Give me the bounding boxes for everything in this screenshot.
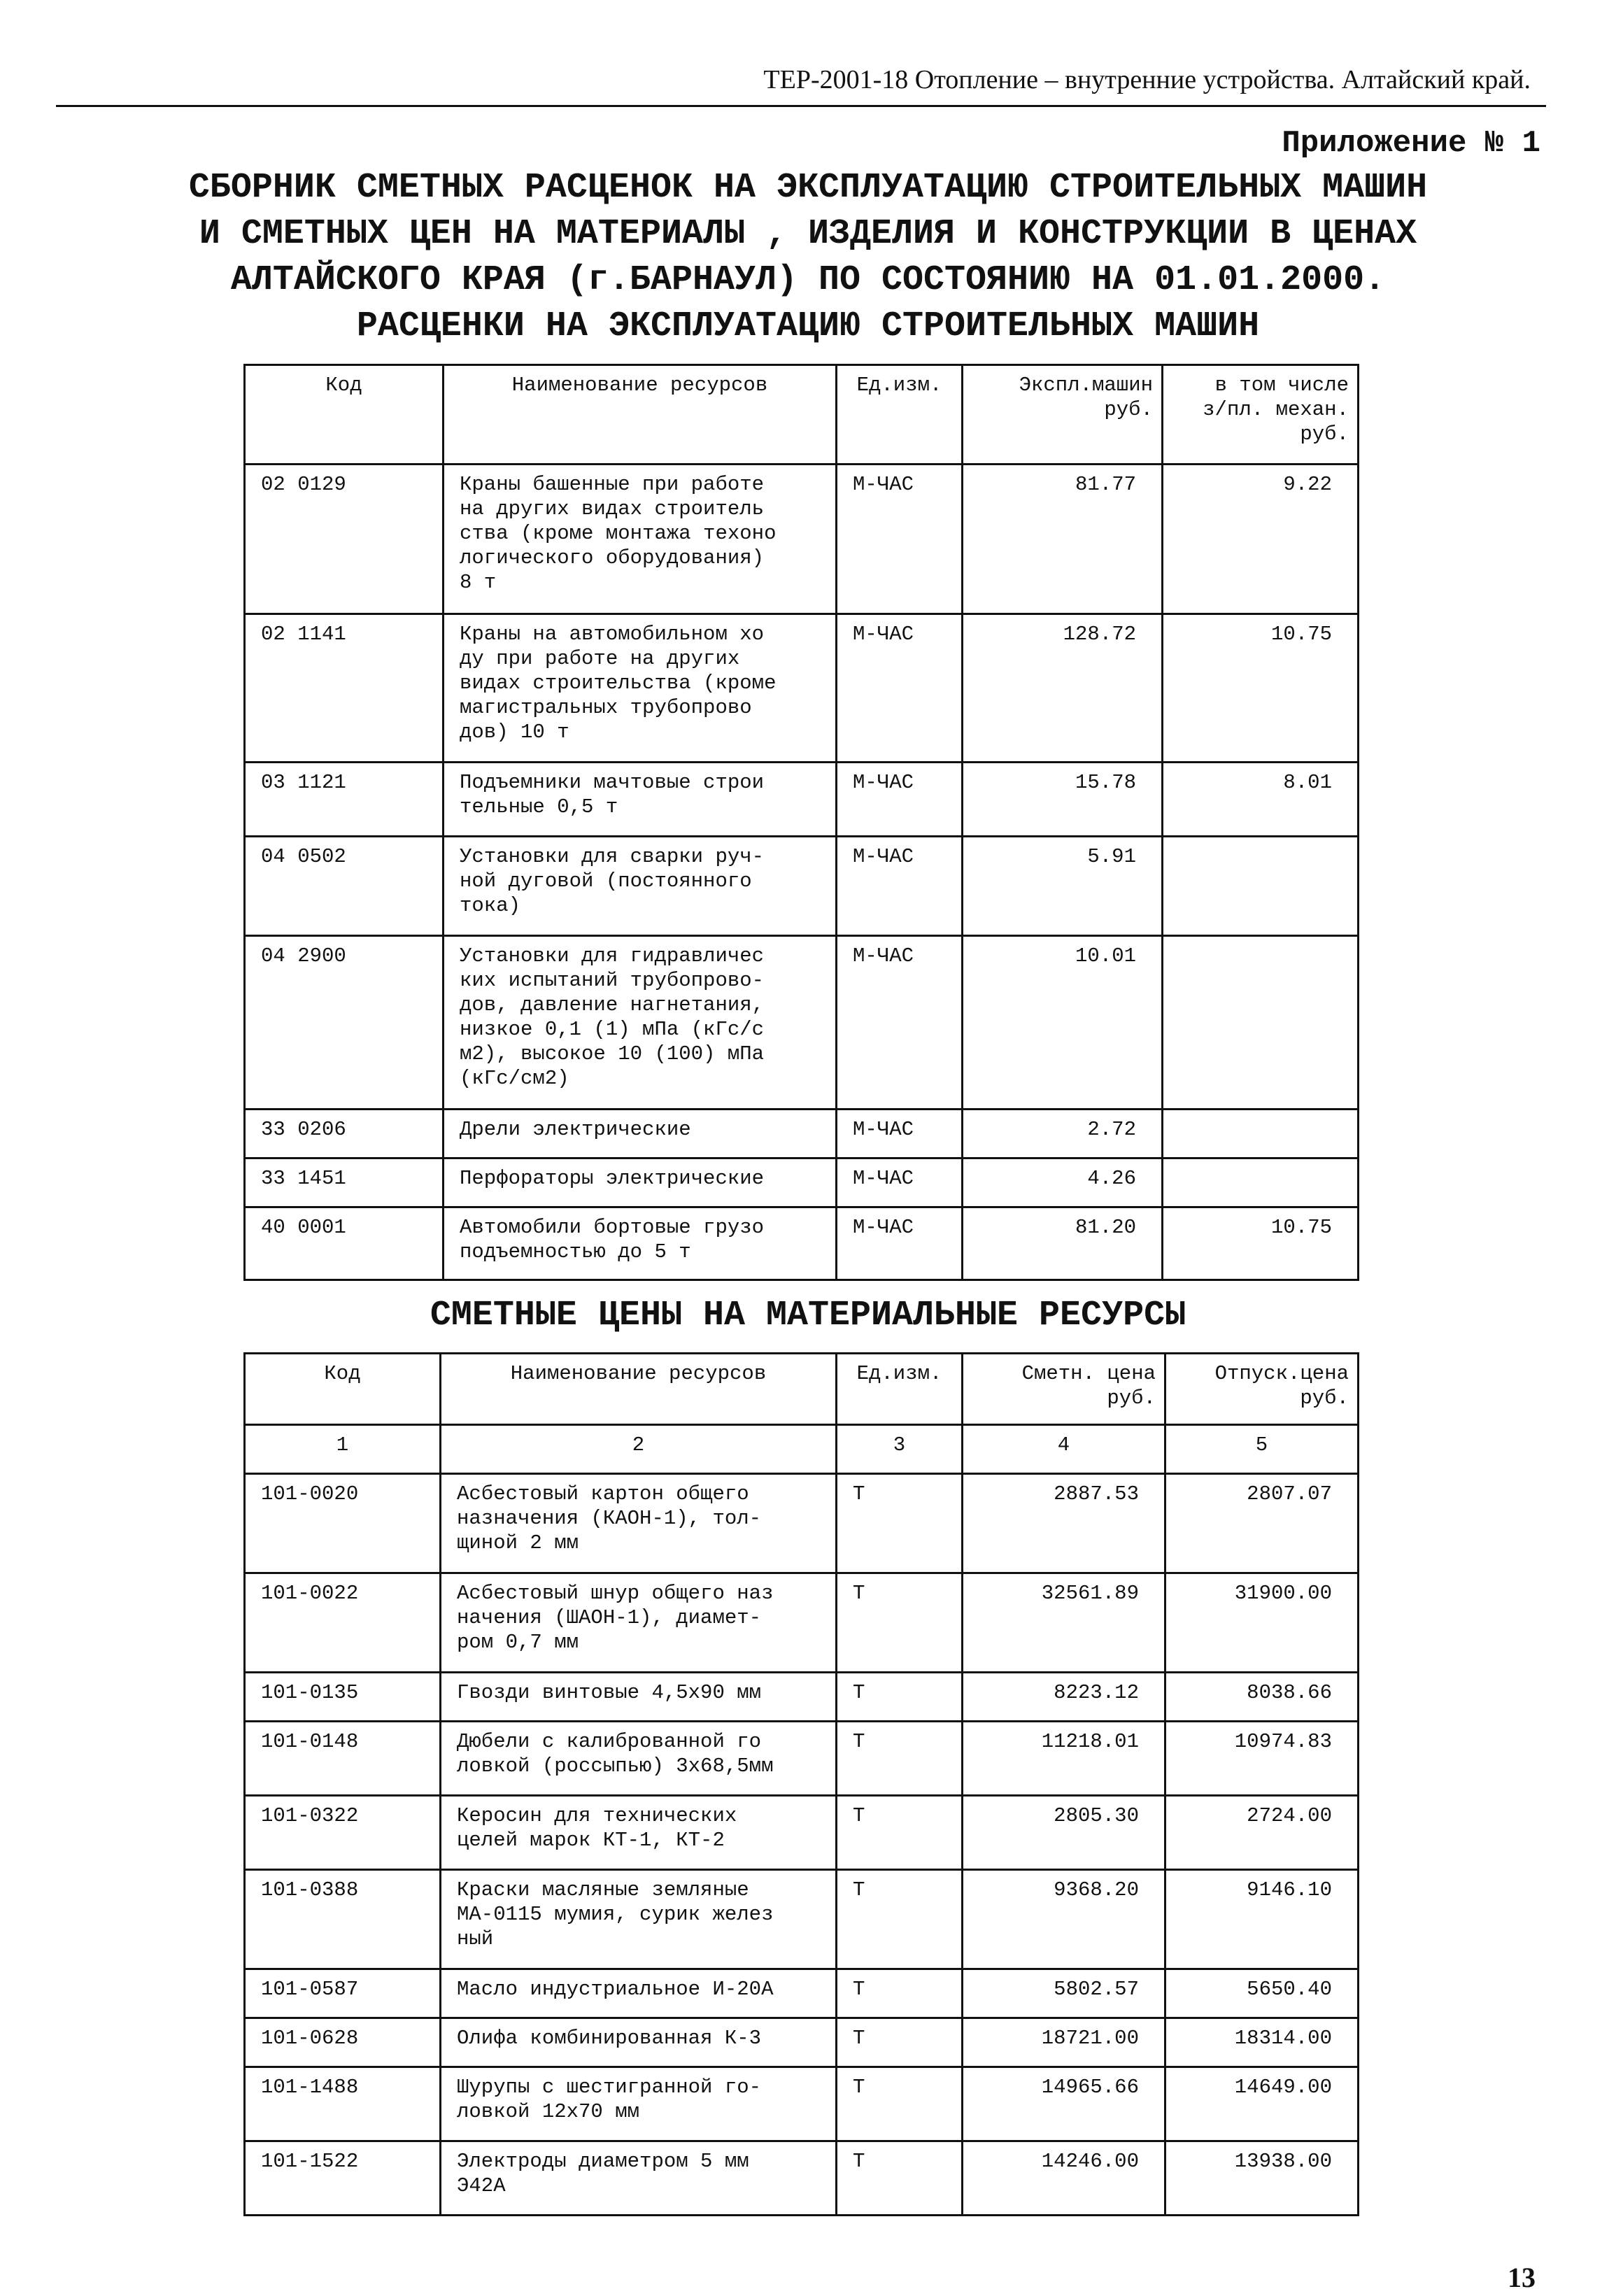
cell-release-price: 10974.83 <box>1165 1722 1359 1796</box>
cell-unit: М-ЧАС <box>837 763 963 837</box>
column-number: 2 <box>441 1425 837 1474</box>
cell-estimate-price: 2887.53 <box>963 1474 1165 1573</box>
cell-resource-name: Олифа комбинированная К-3 <box>441 2018 837 2067</box>
column-header-unit: Ед.изм. <box>837 1354 963 1425</box>
cell-resource-name: Масло индустриальное И-20А <box>441 1969 837 2018</box>
cell-operator-wage: 10.75 <box>1163 1207 1359 1280</box>
table-row <box>245 1207 1359 1280</box>
cell-release-price: 2807.07 <box>1165 1474 1359 1573</box>
cell-unit: Т <box>837 2018 963 2067</box>
cell-code: 04 2900 <box>245 936 444 1110</box>
cell-resource-name: Краны на автомобильном хо ду при работе на других видах строительства (кроме магистральных трубопрово дов) 10 т <box>444 614 837 763</box>
cell-resource-name: Шурупы с шестигранной го- ловкой 12х70 мм <box>441 2067 837 2141</box>
cell-code: 33 1451 <box>245 1158 444 1207</box>
cell-machine-cost: 5.91 <box>963 837 1163 936</box>
table-row <box>245 936 1359 1110</box>
cell-machine-cost: 81.77 <box>963 465 1163 614</box>
cell-code: 04 0502 <box>245 837 444 936</box>
cell-release-price: 18314.00 <box>1165 2018 1359 2067</box>
column-number: 5 <box>1165 1425 1359 1474</box>
cell-unit: Т <box>837 1673 963 1722</box>
cell-release-price: 14649.00 <box>1165 2067 1359 2141</box>
table-header-row <box>245 1354 1359 1425</box>
cell-unit: Т <box>837 1870 963 1969</box>
page-number: 13 <box>1508 2262 1536 2293</box>
column-number: 4 <box>963 1425 1165 1474</box>
cell-resource-name: Асбестовый шнур общего наз начения (ШАОН-1), диамет- ром 0,7 мм <box>441 1573 837 1673</box>
cell-release-price: 2724.00 <box>1165 1796 1359 1870</box>
appendix-label: Приложение № 1 <box>1282 126 1540 161</box>
column-header-code: Код <box>245 365 444 465</box>
materials-section-title: СМЕТНЫЕ ЦЕНЫ НА МАТЕРИАЛЬНЫЕ РЕСУРСЫ <box>430 1296 1186 1335</box>
cell-resource-name: Дюбели с калиброванной го ловкой (россыпью) 3х68,5мм <box>441 1722 837 1796</box>
column-header-unit: Ед.изм. <box>837 365 963 465</box>
cell-code: 101-1522 <box>245 2141 441 2216</box>
table-row <box>245 2067 1359 2141</box>
running-header: ТЕР-2001-18 Отопление – внутренние устройства. Алтайский край. <box>763 65 1531 94</box>
table-row <box>245 1796 1359 1870</box>
cell-unit: Т <box>837 1573 963 1673</box>
cell-machine-cost: 2.72 <box>963 1110 1163 1158</box>
cell-unit: Т <box>837 1796 963 1870</box>
cell-unit: Т <box>837 1474 963 1573</box>
cell-code: 101-0322 <box>245 1796 441 1870</box>
cell-estimate-price: 11218.01 <box>963 1722 1165 1796</box>
column-header-release-price: Отпуск.цена руб. <box>1165 1354 1359 1425</box>
cell-code: 33 0206 <box>245 1110 444 1158</box>
column-header-estimate-price: Сметн. цена руб. <box>963 1354 1165 1425</box>
cell-code: 101-0020 <box>245 1474 441 1573</box>
cell-operator-wage <box>1163 1158 1359 1207</box>
cell-release-price: 8038.66 <box>1165 1673 1359 1722</box>
column-header-name: Наименование ресурсов <box>444 365 837 465</box>
cell-unit: Т <box>837 2141 963 2216</box>
cell-code: 101-0148 <box>245 1722 441 1796</box>
table-header-row <box>245 365 1359 465</box>
cell-resource-name: Краски масляные земляные МА-0115 мумия, сурик желез ный <box>441 1870 837 1969</box>
cell-estimate-price: 9368.20 <box>963 1870 1165 1969</box>
cell-code: 101-0135 <box>245 1673 441 1722</box>
cell-resource-name: Гвозди винтовые 4,5х90 мм <box>441 1673 837 1722</box>
column-header-code: Код <box>245 1354 441 1425</box>
title-line: РАСЦЕНКИ НА ЭКСПЛУАТАЦИЮ СТРОИТЕЛЬНЫХ МАШИН <box>356 306 1260 346</box>
cell-resource-name: Установки для гидравличес ких испытаний трубопрово- дов, давление нагнетания, низкое 0,1 (1) мПа (кГс/с м2), высокое 10 (100) мПа (кГс/см2) <box>444 936 837 1110</box>
cell-machine-cost: 4.26 <box>963 1158 1163 1207</box>
table-row <box>245 1474 1359 1573</box>
table-row <box>245 614 1359 763</box>
cell-machine-cost: 15.78 <box>963 763 1163 837</box>
cell-unit: М-ЧАС <box>837 1110 963 1158</box>
cell-resource-name: Перфораторы электрические <box>444 1158 837 1207</box>
table-row <box>245 1158 1359 1207</box>
table-row <box>245 837 1359 936</box>
table-row <box>245 1673 1359 1722</box>
cell-unit: М-ЧАС <box>837 936 963 1110</box>
cell-estimate-price: 32561.89 <box>963 1573 1165 1673</box>
cell-release-price: 9146.10 <box>1165 1870 1359 1969</box>
cell-code: 101-0587 <box>245 1969 441 2018</box>
cell-release-price: 13938.00 <box>1165 2141 1359 2216</box>
document-title <box>42 165 1574 350</box>
header-rule <box>56 105 1546 107</box>
cell-estimate-price: 5802.57 <box>963 1969 1165 2018</box>
title-line: И СМЕТНЫХ ЦЕН НА МАТЕРИАЛЫ , ИЗДЕЛИЯ И КОНСТРУКЦИИ В ЦЕНАХ <box>199 214 1417 254</box>
title-line: АЛТАЙСКОГО КРАЯ (г.БАРНАУЛ) ПО СОСТОЯНИЮ НА 01.01.2000. <box>230 260 1386 300</box>
cell-estimate-price: 18721.00 <box>963 2018 1165 2067</box>
cell-code: 101-0628 <box>245 2018 441 2067</box>
cell-code: 02 1141 <box>245 614 444 763</box>
cell-estimate-price: 14246.00 <box>963 2141 1165 2216</box>
cell-resource-name: Асбестовый картон общего назначения (КАОН-1), тол- щиной 2 мм <box>441 1474 837 1573</box>
machines-rate-table <box>243 364 1359 1281</box>
table-row <box>245 2018 1359 2067</box>
column-header-machine-cost: Экспл.машин руб. <box>963 365 1163 465</box>
cell-machine-cost: 81.20 <box>963 1207 1163 1280</box>
column-number: 1 <box>245 1425 441 1474</box>
table-row <box>245 1969 1359 2018</box>
cell-unit: М-ЧАС <box>837 837 963 936</box>
cell-unit: Т <box>837 2067 963 2141</box>
cell-unit: Т <box>837 1722 963 1796</box>
table-row <box>245 2141 1359 2216</box>
cell-operator-wage <box>1163 1110 1359 1158</box>
column-header-operator-wage: в том числе з/пл. механ. руб. <box>1163 365 1359 465</box>
cell-code: 40 0001 <box>245 1207 444 1280</box>
cell-operator-wage: 9.22 <box>1163 465 1359 614</box>
cell-machine-cost: 128.72 <box>963 614 1163 763</box>
cell-code: 02 0129 <box>245 465 444 614</box>
table-row <box>245 1573 1359 1673</box>
cell-unit: М-ЧАС <box>837 465 963 614</box>
cell-machine-cost: 10.01 <box>963 936 1163 1110</box>
cell-unit: М-ЧАС <box>837 1207 963 1280</box>
table-row <box>245 763 1359 837</box>
cell-code: 03 1121 <box>245 763 444 837</box>
cell-resource-name: Электроды диаметром 5 мм Э42А <box>441 2141 837 2216</box>
cell-code: 101-1488 <box>245 2067 441 2141</box>
cell-estimate-price: 2805.30 <box>963 1796 1165 1870</box>
cell-code: 101-0022 <box>245 1573 441 1673</box>
cell-release-price: 5650.40 <box>1165 1969 1359 2018</box>
cell-resource-name: Автомобили бортовые грузо подъемностью до 5 т <box>444 1207 837 1280</box>
cell-estimate-price: 14965.66 <box>963 2067 1165 2141</box>
table-row <box>245 1110 1359 1158</box>
cell-resource-name: Установки для сварки руч- ной дуговой (постоянного тока) <box>444 837 837 936</box>
cell-operator-wage: 8.01 <box>1163 763 1359 837</box>
table-row <box>245 1870 1359 1969</box>
column-header-name: Наименование ресурсов <box>441 1354 837 1425</box>
cell-resource-name: Дрели электрические <box>444 1110 837 1158</box>
cell-unit: М-ЧАС <box>837 614 963 763</box>
cell-operator-wage <box>1163 837 1359 936</box>
cell-resource-name: Краны башенные при работе на других видах строитель ства (кроме монтажа техоно логического оборудования) 8 т <box>444 465 837 614</box>
materials-price-table <box>243 1352 1359 2216</box>
table-row <box>245 1722 1359 1796</box>
cell-operator-wage <box>1163 936 1359 1110</box>
column-number-row <box>245 1425 1359 1474</box>
cell-estimate-price: 8223.12 <box>963 1673 1165 1722</box>
cell-resource-name: Подъемники мачтовые строи тельные 0,5 т <box>444 763 837 837</box>
cell-unit: Т <box>837 1969 963 2018</box>
title-line: СБОРНИК СМЕТНЫХ РАСЦЕНОК НА ЭКСПЛУАТАЦИЮ СТРОИТЕЛЬНЫХ МАШИН <box>188 168 1428 208</box>
cell-resource-name: Керосин для технических целей марок КТ-1, КТ-2 <box>441 1796 837 1870</box>
cell-operator-wage: 10.75 <box>1163 614 1359 763</box>
column-number: 3 <box>837 1425 963 1474</box>
cell-release-price: 31900.00 <box>1165 1573 1359 1673</box>
table-row <box>245 465 1359 614</box>
cell-unit: М-ЧАС <box>837 1158 963 1207</box>
cell-code: 101-0388 <box>245 1870 441 1969</box>
